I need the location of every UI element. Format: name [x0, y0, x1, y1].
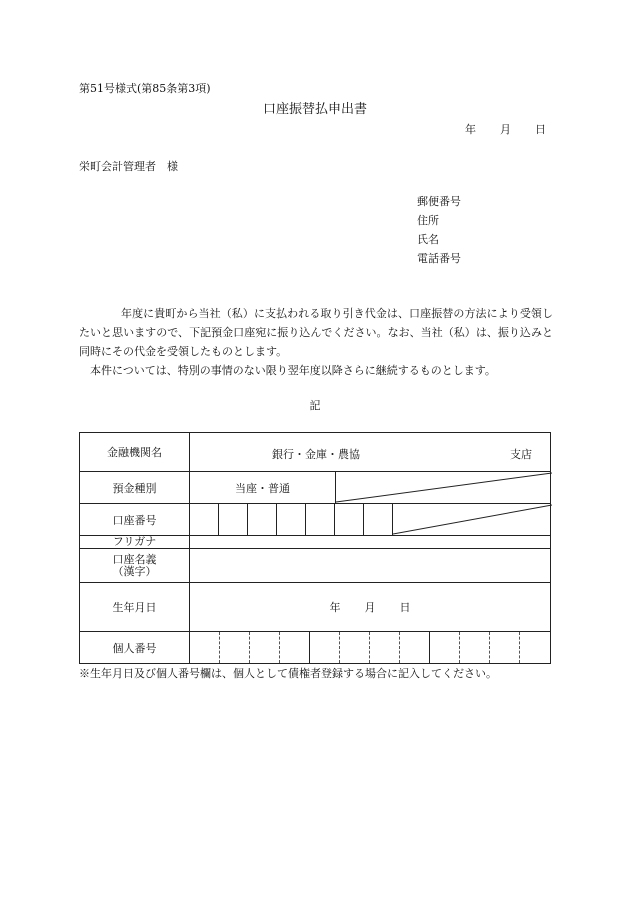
birth-year: 年 — [329, 601, 341, 614]
account-strike-line — [393, 504, 552, 535]
individual-digit-box[interactable] — [370, 632, 400, 663]
account-number-field[interactable] — [190, 504, 551, 536]
birth-day: 日 — [399, 601, 411, 614]
footnote: ※生年月日及び個人番号欄は、個人として債権者登録する場合に記入してください。 — [79, 667, 497, 680]
account-number-label: 口座番号 — [80, 504, 190, 536]
individual-number-row — [80, 632, 551, 664]
individual-digit-box[interactable] — [520, 632, 550, 663]
body-paragraph-1: 年度に貴町から当社（私）に支払われる取り引き代金は、口座振替の方法により受領したいと思いますので、下記預金口座宛に振り込んでください。なお、当社（私）は、振り込みと同時にその代金を受領したものとします。 — [79, 307, 553, 358]
account-digit-box[interactable] — [335, 504, 364, 535]
account-digit-box[interactable] — [190, 504, 219, 535]
individual-digit-box[interactable] — [220, 632, 250, 663]
individual-digit-box[interactable] — [460, 632, 490, 663]
account-digit-box[interactable] — [248, 504, 277, 535]
individual-digit-box[interactable] — [190, 632, 220, 663]
body-text — [79, 304, 553, 380]
name-label: 氏名 — [417, 233, 439, 246]
furigana-label: フリガナ — [80, 536, 190, 549]
individual-digit-box[interactable] — [400, 632, 430, 663]
birth-date-field[interactable] — [190, 583, 551, 632]
deposit-options: 当座・普通 — [235, 481, 290, 495]
individual-digit-box[interactable] — [250, 632, 280, 663]
postal-code-label: 郵便番号 — [417, 195, 461, 208]
deposit-type-label: 預金種別 — [80, 472, 190, 504]
account-number-row — [80, 504, 551, 536]
date-line — [465, 121, 546, 137]
account-holder-label-line2: （漢字） — [112, 564, 157, 578]
individual-number-field[interactable] — [190, 632, 551, 664]
account-digit-box[interactable] — [219, 504, 248, 535]
date-day: 日 — [535, 123, 546, 136]
bank-field[interactable] — [190, 433, 551, 472]
furigana-row — [80, 536, 551, 549]
deposit-strike-line — [336, 472, 552, 503]
account-holder-label-line1: 口座名義 — [112, 552, 157, 566]
branch-label: 支店 — [510, 448, 532, 461]
phone-label: 電話番号 — [417, 252, 461, 265]
account-digit-box[interactable] — [364, 504, 393, 535]
individual-number-label: 個人番号 — [80, 632, 190, 664]
applicant-fields — [417, 192, 461, 268]
individual-digit-box[interactable] — [310, 632, 340, 663]
ki-heading: 記 — [309, 399, 321, 412]
deposit-type-field[interactable] — [190, 472, 551, 504]
bank-row — [80, 433, 551, 472]
furigana-field[interactable] — [190, 536, 551, 549]
bank-label: 金融機関名 — [80, 433, 190, 472]
account-holder-row — [80, 549, 551, 583]
bank-types: 銀行・金庫・農協 — [272, 448, 360, 461]
account-holder-field[interactable] — [190, 549, 551, 583]
date-month: 月 — [500, 123, 511, 136]
individual-digit-box[interactable] — [490, 632, 520, 663]
individual-digit-box[interactable] — [430, 632, 460, 663]
birth-month: 月 — [364, 601, 376, 614]
individual-digit-box[interactable] — [340, 632, 370, 663]
body-paragraph-2: 本件については、特別の事情のない限り翌年度以降さらに継続するものとします。 — [90, 364, 496, 377]
account-digit-box[interactable] — [306, 504, 335, 535]
form-number: 第51号様式(第85条第3項) — [79, 82, 211, 95]
individual-digit-box[interactable] — [280, 632, 310, 663]
account-holder-label — [80, 549, 190, 583]
address-label: 住所 — [417, 214, 439, 227]
deposit-type-row — [80, 472, 551, 504]
document-title: 口座振替払申出書 — [262, 102, 367, 117]
birth-date-label: 生年月日 — [80, 583, 190, 632]
account-digit-box[interactable] — [277, 504, 306, 535]
date-year: 年 — [465, 123, 476, 136]
birth-date-row — [80, 583, 551, 632]
account-form-table — [79, 432, 551, 664]
addressee: 栄町会計管理者 様 — [79, 160, 178, 173]
